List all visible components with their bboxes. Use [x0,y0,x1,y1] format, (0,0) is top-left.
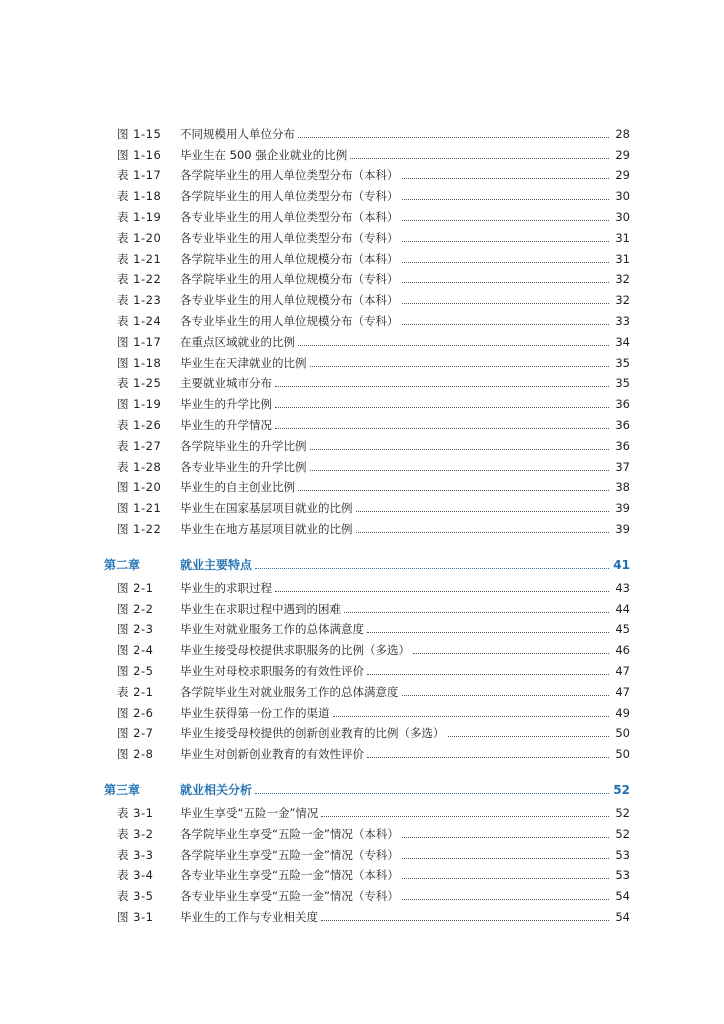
entry-title: 各学院毕业生的用人单位规模分布（专科） [180,272,399,287]
table-of-contents [0,122,724,926]
toc-entry[interactable] [0,722,724,743]
toc-entry[interactable] [0,372,724,393]
entry-title-line [180,252,612,266]
dot-leader [402,262,610,263]
toc-entry[interactable] [0,268,724,289]
entry-page-number: 39 [615,501,630,516]
entry-page-number: 28 [615,126,630,141]
entry-title: 毕业生的求职过程 [180,580,272,595]
toc-entry[interactable] [0,164,724,185]
entry-page-number: 29 [615,147,630,162]
entry-page-number: 36 [615,438,630,453]
entry-title-line [180,622,612,636]
entry-title: 在重点区域就业的比例 [180,334,295,349]
toc-entry[interactable] [0,701,724,722]
toc-entry[interactable] [0,288,724,309]
entry-label: 表 3-5 [117,889,154,904]
entry-page-number: 50 [615,747,630,762]
entry-label: 图 1-20 [117,480,162,495]
dot-leader [402,178,610,179]
entry-label: 表 3-4 [117,868,154,883]
entry-title-line [180,314,612,328]
dot-leader [310,366,610,367]
dot-leader [344,612,609,613]
dot-leader [448,736,610,737]
entry-label: 图 1-18 [117,355,162,370]
dot-leader [402,899,609,900]
entry-label: 表 1-22 [117,272,162,287]
dot-leader [350,158,609,159]
dot-leader [402,695,610,696]
entry-title: 各学院毕业生享受“五险一金”情况（本科） [180,826,399,841]
entry-label: 图 2-1 [117,580,154,595]
entry-title-line [180,127,612,141]
toc-entry[interactable] [0,226,724,247]
toc-entry[interactable] [0,184,724,205]
entry-page-number: 37 [615,459,630,474]
toc-entry[interactable] [0,905,724,926]
entry-page-number: 54 [615,909,630,924]
dot-leader [298,137,609,138]
toc-entry[interactable] [0,413,724,434]
entry-label: 图 2-5 [117,663,154,678]
entry-title-line [180,848,612,862]
entry-title-line [180,189,612,203]
dot-leader [356,511,610,512]
entry-title: 毕业生在国家基层项目就业的比例 [180,501,353,516]
toc-entry[interactable] [0,801,724,822]
toc-entry[interactable] [0,742,724,763]
toc-entry[interactable] [0,517,724,538]
chapter-heading[interactable] [0,544,724,574]
entry-title: 各专业毕业生的用人单位类型分布（专科） [180,230,399,245]
entry-title: 毕业生的升学情况 [180,417,272,432]
toc-entry[interactable] [0,143,724,164]
entry-label: 表 1-26 [117,417,162,432]
dot-leader [402,199,610,200]
toc-entry[interactable] [0,638,724,659]
dot-leader [275,428,609,429]
toc-entry[interactable] [0,351,724,372]
entry-title-line [180,272,612,286]
entry-label: 表 1-23 [117,293,162,308]
dot-leader [321,816,609,817]
entry-title-line [180,397,612,411]
dot-leader [367,757,609,758]
entry-label: 表 1-19 [117,209,162,224]
entry-page-number: 54 [615,889,630,904]
entry-title-line [180,602,612,616]
toc-entry[interactable] [0,392,724,413]
dot-leader [367,632,609,633]
entry-title: 毕业生接受母校提供求职服务的比例（多选） [180,643,410,658]
entry-page-number: 52 [615,805,630,820]
dot-leader [310,470,610,471]
dot-leader [255,568,609,569]
entry-title: 毕业生对就业服务工作的总体满意度 [180,622,364,637]
entry-page-number: 45 [615,622,630,637]
toc-entry[interactable] [0,476,724,497]
entry-title: 各专业毕业生的用人单位规模分布（本科） [180,293,399,308]
entry-title: 毕业生获得第一份工作的渠道 [180,705,330,720]
toc-entry[interactable] [0,247,724,268]
dot-leader [333,716,610,717]
entry-title: 各学院毕业生对就业服务工作的总体满意度 [180,684,399,699]
toc-entry[interactable] [0,496,724,517]
entry-title: 主要就业城市分布 [180,376,272,391]
entry-title-line [180,889,612,903]
entry-label: 表 3-1 [117,805,154,820]
entry-title-line [180,501,612,515]
entry-label: 图 2-4 [117,643,154,658]
dot-leader [321,920,609,921]
entry-title: 毕业生接受母校提供的创新创业教育的比例（多选） [180,726,445,741]
entry-title-line [180,664,612,678]
entry-page-number: 32 [615,272,630,287]
toc-entry[interactable] [0,330,724,351]
entry-label: 图 2-6 [117,705,154,720]
dot-leader [402,324,610,325]
entry-page-number: 35 [615,355,630,370]
entry-page-number: 47 [615,684,630,699]
entry-label: 图 1-16 [117,147,162,162]
dot-leader [275,407,609,408]
entry-label: 图 1-22 [117,521,162,536]
dot-leader [367,674,609,675]
entry-title-line [180,439,612,453]
toc-entry[interactable] [0,822,724,843]
dot-leader [402,878,609,879]
toc-entry[interactable] [0,864,724,885]
toc-entry[interactable] [0,455,724,476]
entry-page-number: 32 [615,293,630,308]
entry-title-line [180,910,612,924]
entry-title: 毕业生对母校求职服务的有效性评价 [180,663,364,678]
entry-title-line [180,376,612,390]
entry-label: 表 1-25 [117,376,162,391]
entry-title: 各学院毕业生的升学比例 [180,438,307,453]
entry-label: 表 1-28 [117,459,162,474]
toc-entry[interactable] [0,659,724,680]
entry-label: 图 1-21 [117,501,162,516]
entry-title: 毕业生的工作与专业相关度 [180,909,318,924]
entry-label: 图 2-8 [117,747,154,762]
toc-entry[interactable] [0,309,724,330]
entry-label: 图 3-1 [117,909,154,924]
entry-title: 各专业毕业生的用人单位规模分布（专科） [180,313,399,328]
entry-page-number: 30 [615,209,630,224]
entry-label: 表 3-3 [117,847,154,862]
entry-title: 毕业生在求职过程中遇到的困难 [180,601,341,616]
entry-title-line [180,706,612,720]
entry-label: 表 2-1 [117,684,154,699]
entry-label: 表 1-27 [117,438,162,453]
entry-title: 毕业生的升学比例 [180,397,272,412]
entry-title: 各专业毕业生享受“五险一金”情况（专科） [180,889,399,904]
entry-title-line [180,726,612,740]
entry-label: 表 1-24 [117,313,162,328]
entry-title: 各学院毕业生的用人单位类型分布（专科） [180,189,399,204]
entry-title-line [180,168,612,182]
entry-label: 表 1-18 [117,189,162,204]
entry-label: 第三章 [104,783,141,798]
entry-page-number: 31 [615,251,630,266]
entry-title-line [180,210,612,224]
entry-title: 各专业毕业生享受“五险一金”情况（本科） [180,868,399,883]
dot-leader [356,532,610,533]
entry-label: 表 1-17 [117,168,162,183]
dot-leader [298,345,609,346]
entry-title-line [180,293,612,307]
entry-title-line [180,335,612,349]
dot-leader [275,591,609,592]
entry-title: 毕业生在天津就业的比例 [180,355,307,370]
entry-page-number: 49 [615,705,630,720]
dot-leader [402,303,610,304]
entry-page-number: 53 [615,868,630,883]
entry-label: 表 3-2 [117,826,154,841]
entry-title: 各专业毕业生的用人单位类型分布（本科） [180,209,399,224]
entry-label: 图 2-2 [117,601,154,616]
entry-page-number: 46 [615,643,630,658]
entry-page-number: 53 [615,847,630,862]
entry-title-line [180,418,612,432]
entry-page-number: 47 [615,663,630,678]
entry-page-number: 43 [615,580,630,595]
entry-title-line [180,356,612,370]
dot-leader [402,858,609,859]
dot-leader [402,282,610,283]
entry-page-number: 35 [615,376,630,391]
toc-entry[interactable] [0,434,724,455]
dot-leader [298,490,609,491]
dot-leader [255,793,609,794]
entry-label: 表 1-20 [117,230,162,245]
entry-page-number: 29 [615,168,630,183]
entry-title-line [180,643,612,657]
entry-title: 毕业生对创新创业教育的有效性评价 [180,747,364,762]
entry-title: 毕业生的自主创业比例 [180,480,295,495]
entry-label: 图 1-19 [117,397,162,412]
entry-page-number: 33 [615,313,630,328]
entry-page-number: 38 [615,480,630,495]
entry-page-number: 44 [615,601,630,616]
entry-label: 图 1-17 [117,334,162,349]
entry-title-line [180,148,612,162]
entry-title: 各专业毕业生的升学比例 [180,459,307,474]
entry-title-line [180,558,612,572]
entry-title-line [180,827,612,841]
entry-page-number: 31 [615,230,630,245]
entry-page-number: 36 [615,417,630,432]
dot-leader [402,241,610,242]
entry-title-line [180,480,612,494]
toc-entry[interactable] [0,680,724,701]
entry-page-number: 30 [615,189,630,204]
entry-title-line [180,522,612,536]
entry-label: 第二章 [104,557,141,572]
entry-page-number: 52 [615,826,630,841]
entry-page-number: 36 [615,397,630,412]
entry-title-line [180,806,612,820]
entry-title: 毕业生享受“五险一金”情况 [180,805,319,820]
entry-title-line [180,231,612,245]
entry-page-number: 52 [613,783,630,798]
toc-entry[interactable] [0,122,724,143]
toc-entry[interactable] [0,843,724,864]
entry-title-line [180,868,612,882]
entry-title: 各学院毕业生享受“五险一金”情况（专科） [180,847,399,862]
chapter-heading[interactable] [0,769,724,799]
entry-page-number: 41 [613,557,630,572]
entry-title: 就业相关分析 [180,783,253,798]
dot-leader [402,220,610,221]
entry-title-line [180,685,612,699]
toc-entry[interactable] [0,205,724,226]
entry-title-line [180,581,612,595]
toc-entry[interactable] [0,884,724,905]
entry-label: 图 2-3 [117,622,154,637]
entry-title: 各学院毕业生的用人单位类型分布（本科） [180,168,399,183]
entry-page-number: 34 [615,334,630,349]
dot-leader [275,386,609,387]
dot-leader [310,449,610,450]
entry-title-line [180,747,612,761]
entry-label: 图 2-7 [117,726,154,741]
entry-page-number: 39 [615,521,630,536]
entry-title: 毕业生在地方基层项目就业的比例 [180,521,353,536]
entry-label: 表 1-21 [117,251,162,266]
entry-title: 毕业生在 500 强企业就业的比例 [180,147,348,162]
toc-entry[interactable] [0,618,724,639]
entry-title: 不同规模用人单位分布 [180,126,295,141]
entry-title-line [180,783,612,797]
dot-leader [413,653,609,654]
toc-entry[interactable] [0,576,724,597]
entry-title: 就业主要特点 [180,557,253,572]
toc-entry[interactable] [0,597,724,618]
dot-leader [402,837,609,838]
entry-page-number: 50 [615,726,630,741]
entry-label: 图 1-15 [117,126,162,141]
entry-title: 各学院毕业生的用人单位规模分布（本科） [180,251,399,266]
entry-title-line [180,460,612,474]
